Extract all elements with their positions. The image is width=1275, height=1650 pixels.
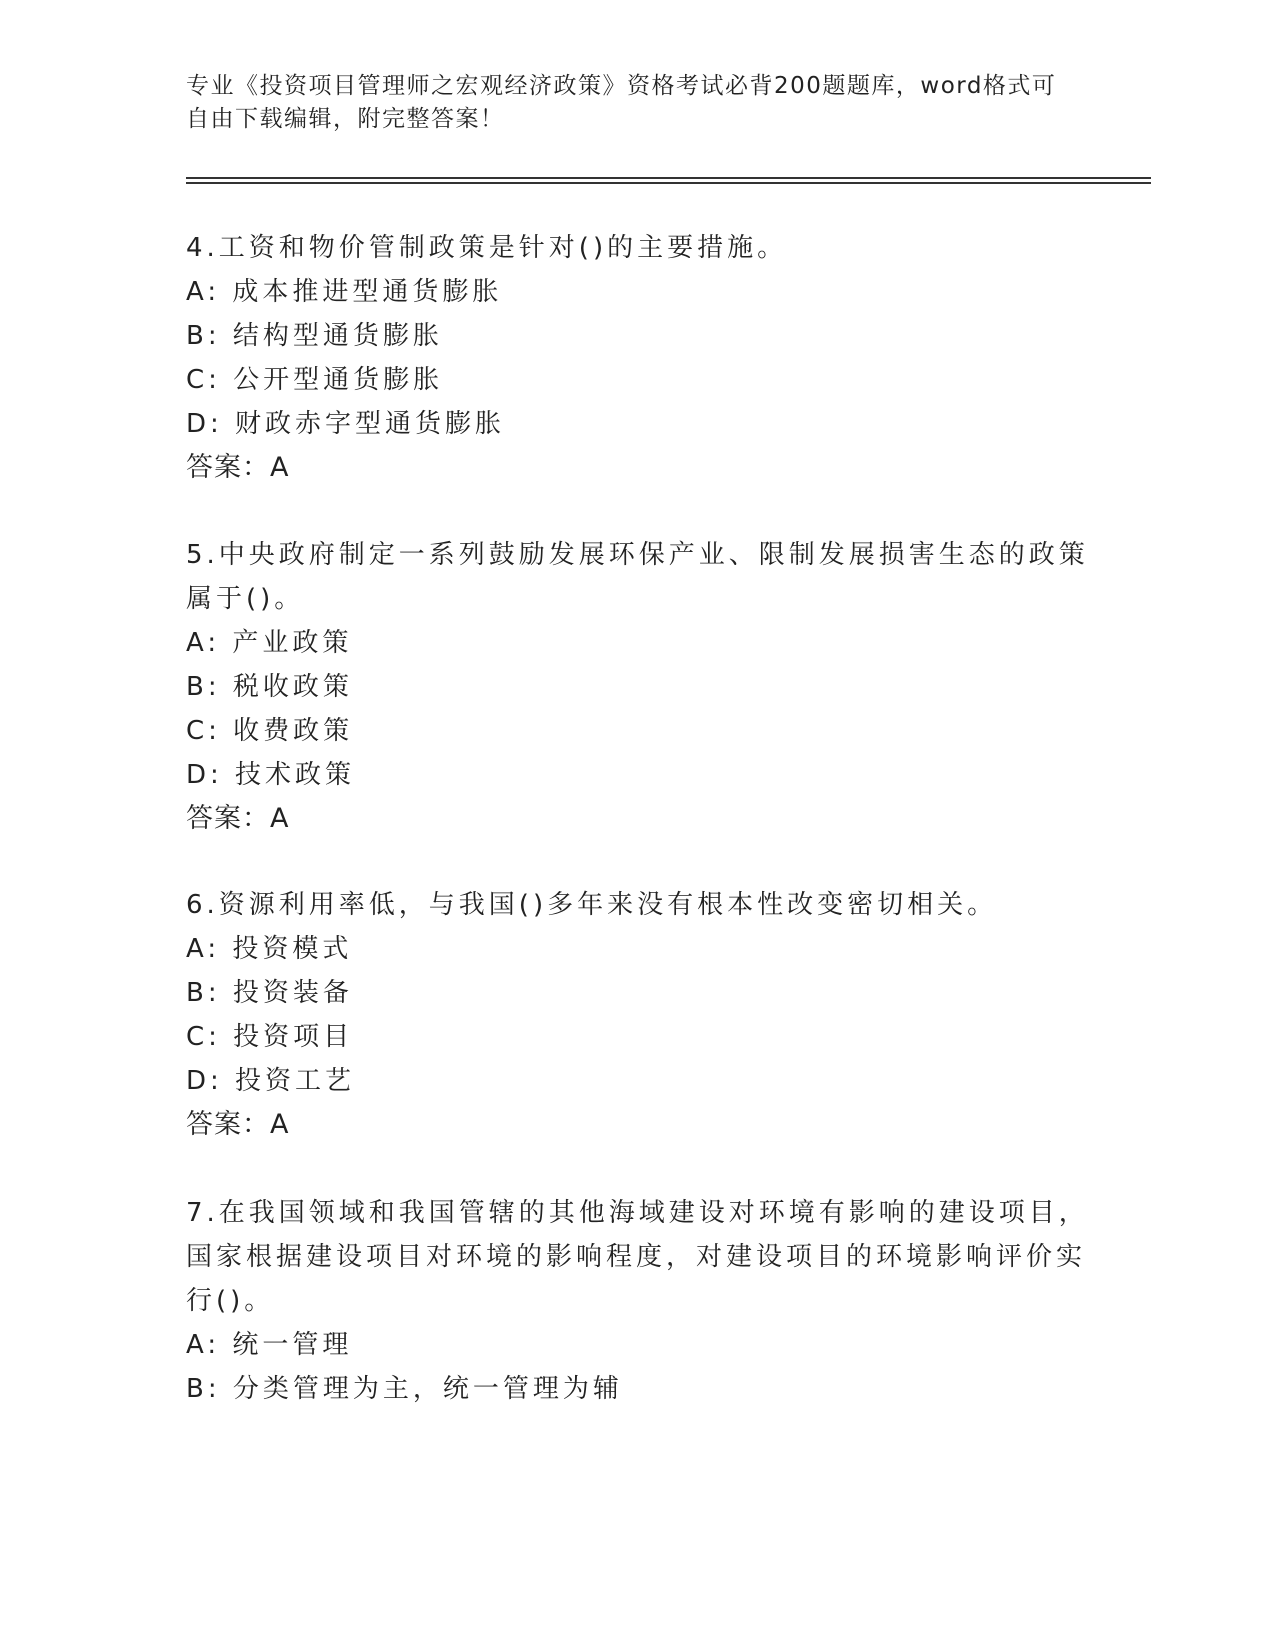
- question-6-option-a: A: 投资模式: [186, 934, 353, 964]
- question-5-option-a: A: 产业政策: [186, 628, 353, 658]
- question-6-stem: 6.资源利用率低，与我国()多年来没有根本性改变密切相关。: [186, 890, 998, 920]
- question-6-option-b: B: 投资装备: [186, 978, 353, 1008]
- question-7-stem-line-1: 7.在我国领域和我国管辖的其他海域建设对环境有影响的建设项目，: [186, 1198, 1089, 1228]
- question-7-stem-line-3: 行()。: [186, 1286, 275, 1316]
- question-4-option-c: C: 公开型通货膨胀: [186, 365, 444, 395]
- question-6-option-c: C: 投资项目: [186, 1022, 354, 1052]
- question-6-answer: 答案：A: [186, 1109, 290, 1140]
- question-5-answer: 答案：A: [186, 803, 290, 834]
- question-5-option-d: D: 技术政策: [186, 760, 356, 790]
- header-line-1: 专业《投资项目管理师之宏观经济政策》资格考试必背200题题库，word格式可: [186, 73, 1057, 99]
- header-line-2: 自由下载编辑，附完整答案！: [186, 106, 505, 132]
- question-6-option-d: D: 投资工艺: [186, 1066, 356, 1096]
- question-5-option-c: C: 收费政策: [186, 716, 354, 746]
- question-5-stem-line-1: 5.中央政府制定一系列鼓励发展环保产业、限制发展损害生态的政策: [186, 540, 1089, 570]
- document-header: [186, 70, 1086, 136]
- header-divider-top: [186, 177, 1151, 179]
- question-5-option-b: B: 税收政策: [186, 672, 353, 702]
- question-5-stem-line-2: 属于()。: [186, 584, 305, 614]
- question-4-option-b: B: 结构型通货膨胀: [186, 321, 443, 351]
- question-7-option-a: A: 统一管理: [186, 1330, 353, 1360]
- question-4-option-d: D: 财政赤字型通货膨胀: [186, 409, 506, 439]
- header-divider-bottom: [186, 182, 1151, 184]
- question-4-stem: 4.工资和物价管制政策是针对()的主要措施。: [186, 233, 788, 263]
- question-4-answer: 答案：A: [186, 452, 290, 483]
- question-7-stem-line-2: 国家根据建设项目对环境的影响程度，对建设项目的环境影响评价实: [186, 1242, 1087, 1272]
- question-4-option-a: A: 成本推进型通货膨胀: [186, 277, 503, 307]
- question-7-option-b: B: 分类管理为主，统一管理为辅: [186, 1374, 623, 1404]
